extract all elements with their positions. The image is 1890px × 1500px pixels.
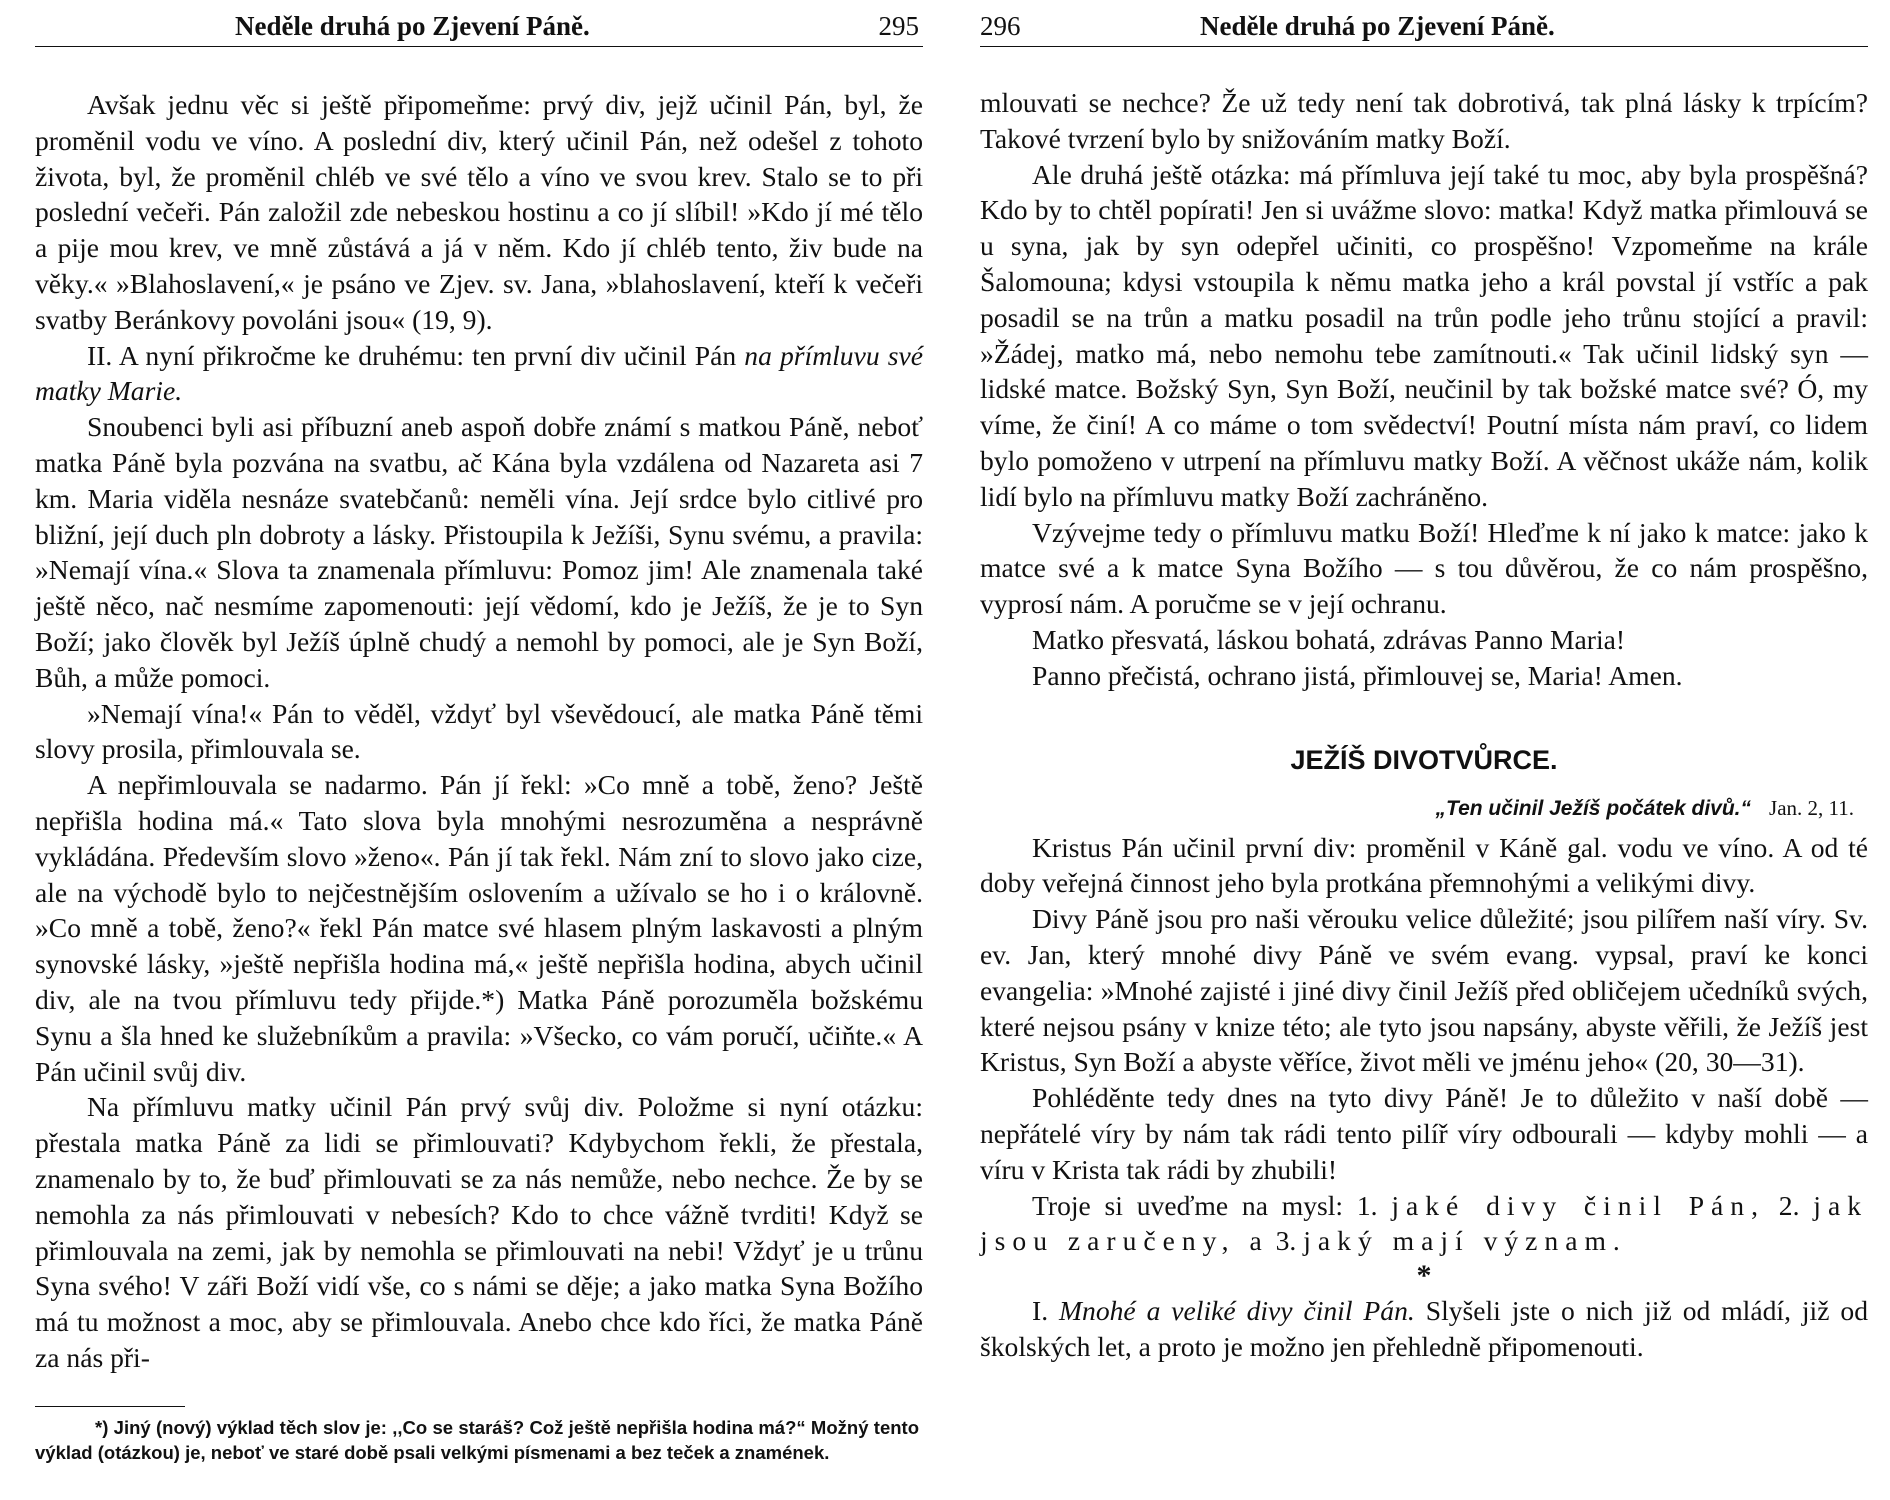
right-page-number: 296 [980,11,1021,41]
epigraph [980,786,1868,830]
outline-lead: Troje si uveďme na mysl: 1. [1032,1189,1378,1221]
first-point-label: I. [1032,1295,1049,1327]
epigraph-quote: „Ten učinil Ježíš počátek divů.“ [1435,796,1752,820]
right-running-head [980,8,1868,47]
outline-number-three: 3. [1275,1225,1297,1257]
paragraph: Vzývejme tedy o přímluvu matku Boží! Hleďme k ní jako k matce: jako k matce své a k matce Syna Božího — s tou důvěrou, že co nám prospěšno, vyprosí nám. A poručme se v její ochranu. [980,516,1868,620]
section-heading: JEŽÍŠ DIVOTVŮRCE. [1290,744,1558,775]
right-page [980,8,1868,1492]
footnote-rule [35,1406,185,1407]
first-point-paragraph [980,1293,1868,1365]
section-two-paragraph [35,338,923,410]
first-point-text: Slyšeli jste o nich již od mládí, již od školských let, a proto je možno jen přehledně připomenouti. [980,1295,1868,1362]
section-two-italic: na přímluvu své matky Marie. [35,339,924,407]
outline-paragraph [980,1188,1868,1260]
outline-number-two: 2. [1778,1189,1800,1221]
paragraph: Na přímluvu matky učinil Pán prvý svůj div. Položme si nyní otázku: přestala matka Páně za lidi se přimlouvati? Kdybychom řekli, že přestala, znamenalo by to, že buď přimlouvati se za nás nemůže, nebo nechce. Že by se nemohla za nás přimlouvati v nebesích? Kdo to chce vážně tvrditi! Když se přimlouvala na zemi, jak by nemohla se přimlouvati na nebi! Vždyť je u trůnu Syna svého! V záři Boží vidí vše, co s námi se děje; a jako matka Syna Božího má tu možnost a moc, aby se přimlouvala. Anebo chce kdo říci, že matka Páně za nás při- [35,1091,923,1373]
paragraph: »Nemají vína!« Pán to věděl, vždyť byl vševědoucí, ale matka Páně těmi slovy prosila, přimlouvala se. [35,697,923,765]
right-running-title: Neděle druhá po Zjevení Páně. [1200,11,1555,41]
outline-point-one: jaké divy činil Pán, [1391,1189,1766,1221]
left-running-title: Neděle druhá po Zjevení Páně. [235,11,590,41]
prayer-line: Panno přečistá, ochrano jistá, přimlouvej se, Maria! Amen. [1032,659,1683,691]
section-two-lead: II. A nyní přikročme ke druhému: ten první div učinil Pán [87,339,737,371]
first-point-italic: Mnohé a veliké divy činil Pán. [1059,1295,1415,1327]
left-running-head [35,8,923,47]
outline-point-two: jak jsou zaručeny, a [980,1189,1868,1257]
left-body-text [35,87,923,1376]
footnote: *) Jiný (nový) výklad těch slov je: ,,Co se staráš? Což ještě nepřišla hodina má?“ Možný tento výklad (otázkou) je, neboť ve staré době psali velkými písmenami a bez teček a znamének. [35,1417,919,1463]
paragraph: Snoubenci byli asi příbuzní aneb aspoň dobře známí s matkou Páně, neboť matka Páně byla pozvána na svatbu, ač Kána byla vzdálena od Nazareta asi 7 km. Maria viděla nesnáze svatebčanů: neměli vína. Její srdce bylo citlivé pro bližní, její duch pln dobroty a lásky. Přistoupila k Ježíši, Synu svému, a pravila: »Nemají vína.« Slova ta znamenala přímluvu: Pomoz jim! Ale znamenala také ještě něco, nač nesmíme zapomenouti: její vědomí, kdo je Ježíš, že je to Syn Boží; jako člověk byl Ježíš úplně chudý a nemohl by pomoci, ale je Syn Boží, Bůh, a může pomoci. [35,411,923,693]
paragraph: A nepřimlouvala se nadarmo. Pán jí řekl: »Co mně a tobě, ženo? Ještě nepřišla hodina má.« Tato slova byla mnohými nesrozuměna a nesprávně vykládána. Především slovo »ženo«. Pán jí tak řekl. Nám zní to slovo jako cize, ale na východě bylo to nejčestnějším oslovením a užívalo se ho i o královně. »Co mně a tobě, ženo?« řekl Pán matce své hlasem plným laskavosti a plným synovské lásky, »ještě nepřišla hodina má,« ještě nepřišla hodina, abych učinil div, ale na tvou přímluvu tedy přijde.*) Matka Páně porozuměla božskému Synu a šla hned ke služebníkům a pravila: »Všecko, co vám poručí, učiňte.« A Pán učinil svůj div. [35,769,923,1087]
divider-star: * [1416,1259,1432,1293]
continuation-paragraph: mlouvati se nechce? Že už tedy není tak dobrotivá, tak plná lásky k trpícím? Takové tvrzení bylo by snižováním matky Boží. [980,87,1868,154]
left-page-number: 295 [878,11,919,41]
paragraph: Ale druhá ještě otázka: má přímluva její také tu moc, aby byla prospěšná? Kdo by to chtěl popírati! Jen si uvážme slovo: matka! Když matka přimlouvá se u syna, jak by syn odepřel učiniti, co prospěšno! Vzpomeňme na krále Šalomouna; kdysi vstoupila k němu matka jeho a král povstal jí vstříc a pak posadil se na trůn a matku posadil na trůn podle jeho trůnu stojící a pravil: »Žádej, matko má, nebo nemohu tebe zamítnouti.« Tak učinil lidský syn — lidské matce. Božský Syn, Syn Boží, neučinil by tak božské matce své? Ó, my víme, že činí! A co máme o tom svědectví! Poutní místa nám praví, co lidem bylo pomoženo v utrpení na přímluvu matky Boží. A věčnost ukáže nám, kolik lidí bylo na přímluvu matky Boží zachráněno. [980,158,1868,512]
left-page [35,8,923,1492]
epigraph-reference: Jan. 2, 11. [1769,795,1854,820]
sermon-paragraph: Kristus Pán učinil první div: proměnil v Káně gal. vodu ve víno. A od té doby veřejná činnost jeho byla protkána přemnohými a velikými divy. [980,831,1868,899]
paragraph: Avšak jednu věc si ještě připomeňme: prvý div, jejž učinil Pán, byl, že proměnil vodu ve víno. A poslední div, který učinil Pán, než odešel z tohoto života, byl, že proměnil chléb ve své tělo a víno ve svou krev. Stalo se to při poslední večeři. Pán založil zde nebeskou hostinu a co jí slíbil! »Kdo jí mé tělo a pije mou krev, ve mně zůstává a já v něm. Kdo jí chléb tento, živ bude na věky.« »Blahoslavení,« je psáno ve Zjev. sv. Jana, »blahoslavení, kteří k večeři svatby Beránkovy povoláni jsou« (19, 9). [35,89,923,335]
right-body-text [980,85,1868,1365]
sermon-paragraph: Pohléděnte tedy dnes na tyto divy Páně! Je to důležito v naší době — nepřátelé víry by nám tak rádi tento pilíř víry odbourali — kdyby mohli — a víru v Krista tak rádi by zhubili! [980,1082,1868,1185]
sermon-paragraph: Divy Páně jsou pro naši věrouku velice důležité; jsou pilířem naší víry. Sv. ev. Jan, který mnohé divy Páně ve svém evang. vypsal, praví ke konci evangelia: »Mnohé zajisté i jiné divy činil Ježíš před obličejem učedníků svých, které nejsou psány v knize této; ale tyto jsou napsány, abyste věřili, že Ježíš jest Kristus, Syn Boží a abyste věříce, život měli ve jménu jeho« (20, 30—31). [980,903,1868,1078]
outline-point-three: jaký mají význam. [1303,1225,1627,1257]
prayer-line: Matko přesvatá, láskou bohatá, zdrávas Panno Maria! [1032,623,1626,655]
